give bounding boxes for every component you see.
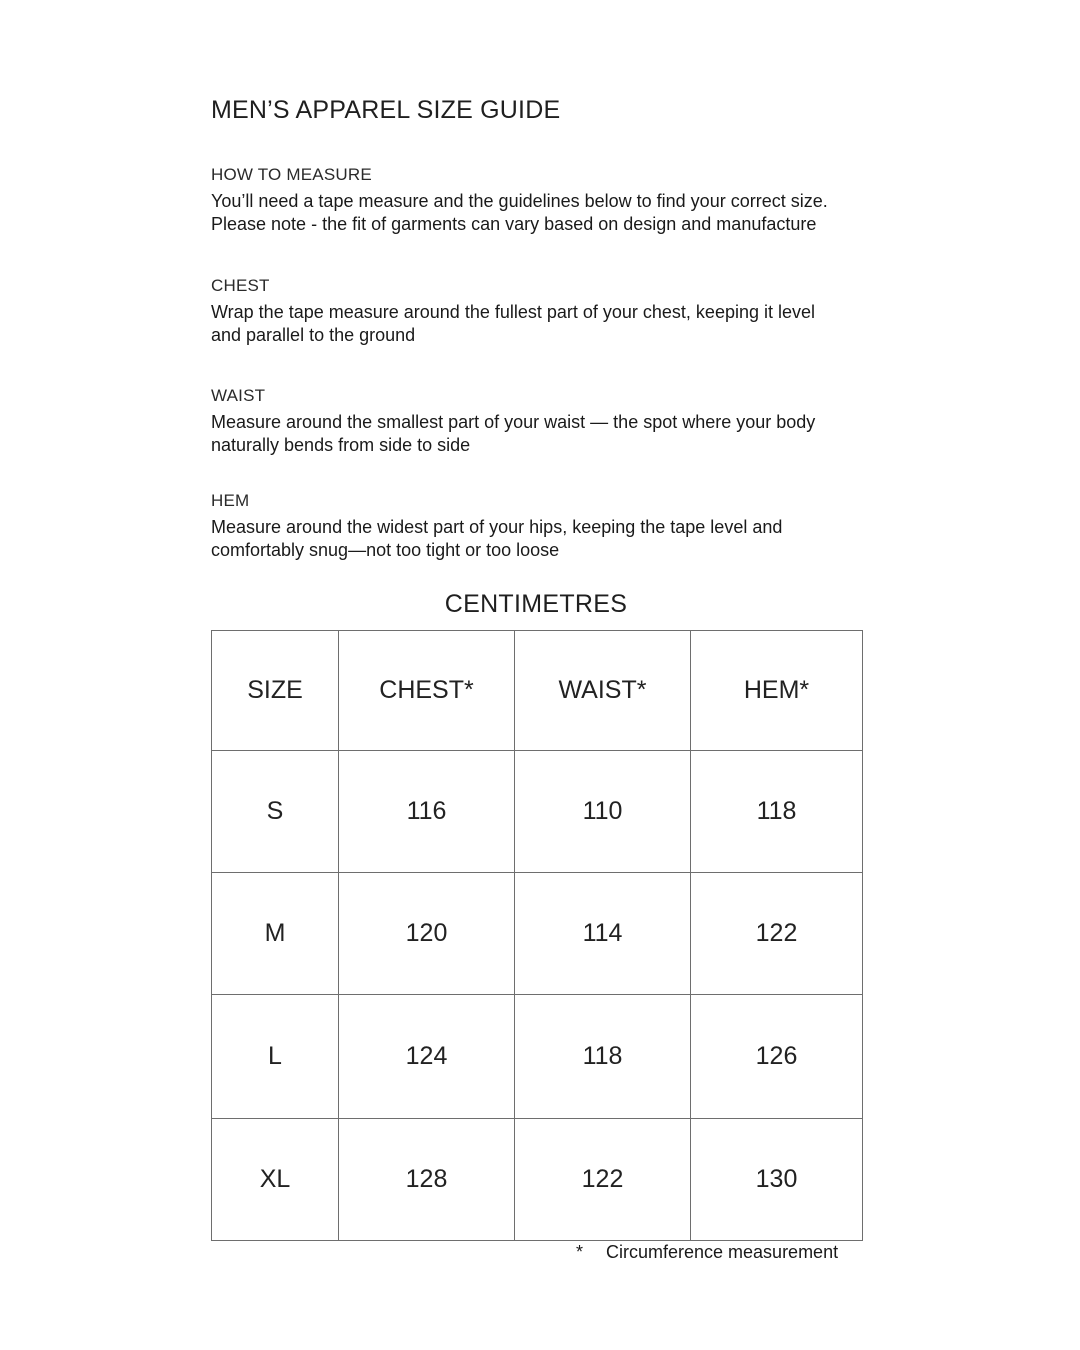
cell-size: M bbox=[212, 873, 339, 995]
body-line: Wrap the tape measure around the fullest part of your chest, keeping it level bbox=[211, 302, 816, 322]
section-body bbox=[211, 301, 891, 347]
table-header-row bbox=[212, 631, 863, 751]
body-line: You’ll need a tape measure and the guidelines below to find your correct size. bbox=[211, 191, 828, 211]
header-cell-hem: HEM* bbox=[691, 631, 863, 751]
cell-waist: 122 bbox=[515, 1119, 691, 1241]
body-line: Please note - the fit of garments can vary based on design and manufacture bbox=[211, 214, 817, 234]
table-row bbox=[212, 1119, 863, 1241]
section-chest bbox=[211, 275, 891, 347]
cell-hem: 122 bbox=[691, 873, 863, 995]
body-line: comfortably snug—not too tight or too loose bbox=[211, 540, 560, 560]
section-heading: HOW TO MEASURE bbox=[211, 165, 372, 184]
table-row bbox=[212, 873, 863, 995]
cell-hem: 130 bbox=[691, 1119, 863, 1241]
cell-size: XL bbox=[212, 1119, 339, 1241]
section-body bbox=[211, 516, 891, 562]
cell-hem: 126 bbox=[691, 995, 863, 1119]
section-body bbox=[211, 411, 891, 457]
header-cell-chest: CHEST* bbox=[339, 631, 515, 751]
body-line: and parallel to the ground bbox=[211, 325, 416, 345]
cell-chest: 128 bbox=[339, 1119, 515, 1241]
section-body bbox=[211, 190, 891, 236]
body-line: naturally bends from side to side bbox=[211, 435, 471, 455]
cell-chest: 120 bbox=[339, 873, 515, 995]
footnote-marker: * bbox=[576, 1242, 584, 1262]
cell-chest: 124 bbox=[339, 995, 515, 1119]
cell-size: L bbox=[212, 995, 339, 1119]
table-row bbox=[212, 995, 863, 1119]
body-line: Measure around the widest part of your hips, keeping the tape level and bbox=[211, 517, 783, 537]
cell-chest: 116 bbox=[339, 751, 515, 873]
section-heading: WAIST bbox=[211, 386, 266, 405]
body-line: Measure around the smallest part of your waist — the spot where your body bbox=[211, 412, 816, 432]
table-row bbox=[212, 751, 863, 873]
cell-waist: 118 bbox=[515, 995, 691, 1119]
section-heading: CHEST bbox=[211, 276, 270, 295]
page-title: MEN’S APPAREL SIZE GUIDE bbox=[211, 96, 561, 124]
footnote-text: Circumference measurement bbox=[606, 1242, 839, 1262]
section-hem bbox=[211, 490, 891, 562]
footnote bbox=[576, 1242, 838, 1263]
cell-waist: 110 bbox=[515, 751, 691, 873]
header-cell-waist: WAIST* bbox=[515, 631, 691, 751]
cell-hem: 118 bbox=[691, 751, 863, 873]
section-waist bbox=[211, 385, 891, 457]
header-cell-size: SIZE bbox=[212, 631, 339, 751]
table-units-heading: CENTIMETRES bbox=[444, 590, 628, 618]
section-heading: HEM bbox=[211, 491, 250, 510]
cell-size: S bbox=[212, 751, 339, 873]
section-how-to-measure bbox=[211, 164, 891, 236]
size-table bbox=[211, 630, 863, 1241]
cell-waist: 114 bbox=[515, 873, 691, 995]
